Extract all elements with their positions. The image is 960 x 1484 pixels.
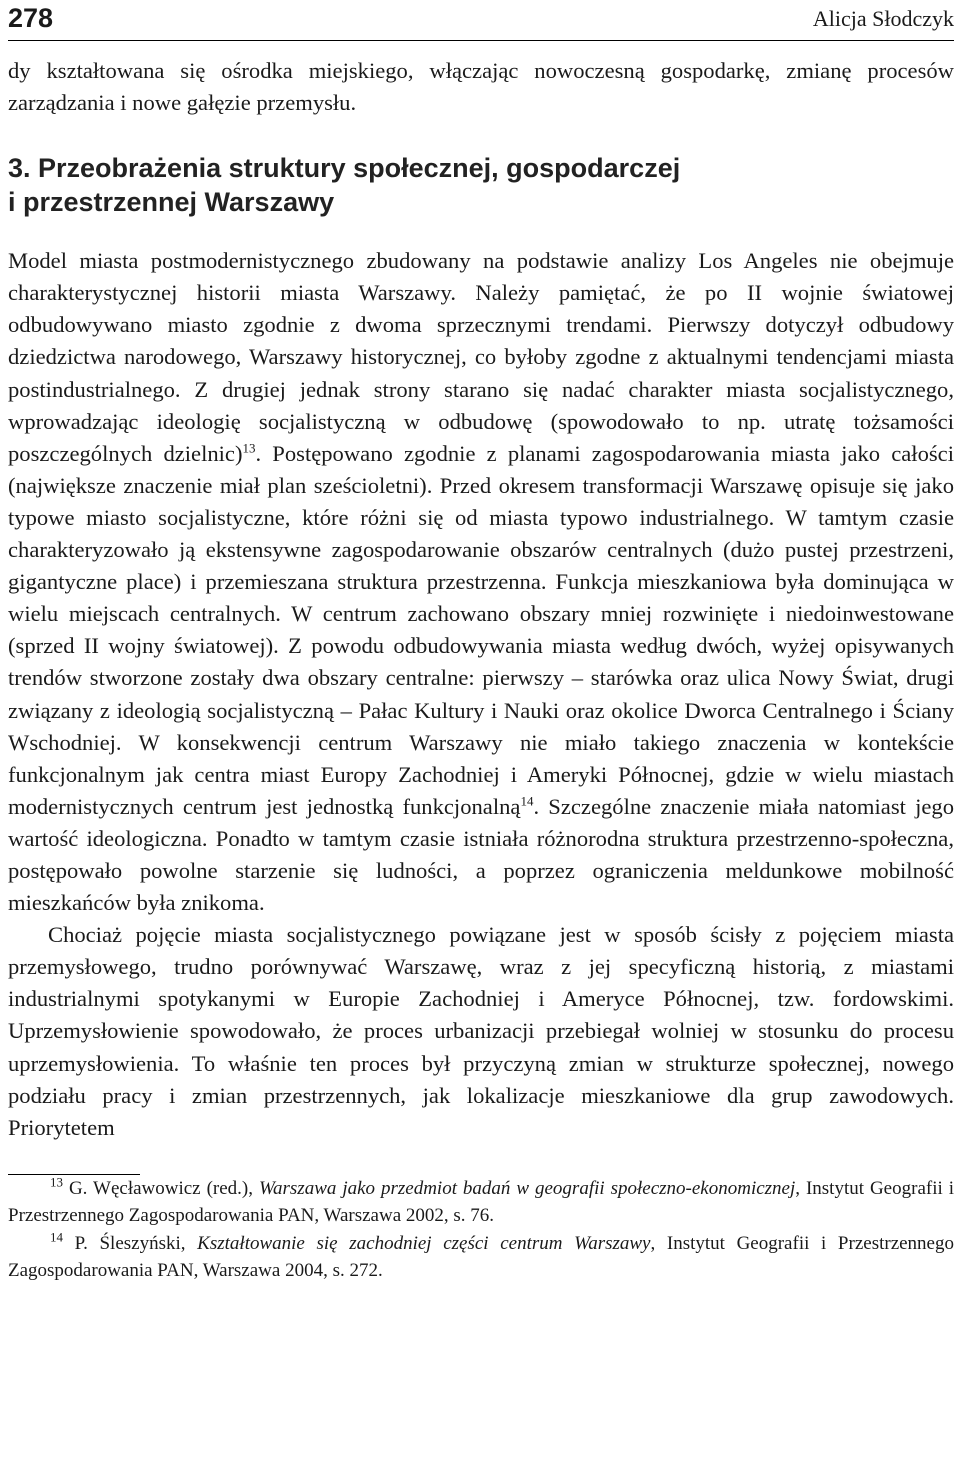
footnote-publisher: , Instytut Geografii i Przestrzennego Zagospodarowania PAN, Warszawa 2002, s. 76. xyxy=(8,1177,954,1227)
section-heading-line-2: i przestrzennej Warszawy xyxy=(8,187,335,218)
footnote-title: Kształtowanie się zachodniej części centrum Warszawy xyxy=(197,1232,651,1254)
paragraph-1-text-c: . Szczególne znaczenie miała natomiast jego wartość ideologiczna. Ponadto w tamtym czasie istniała różnorodna struktura przestrzenno-społeczna, postępowało powolne starzenie się ludności, a poprzez ograniczenia meldunkowe mobilność mieszkańców była znikoma. xyxy=(8,793,954,916)
footnote-publisher: , Instytut Geografii i Przestrzennego Zagospodarowania PAN, Warszawa 2004, s. 272. xyxy=(8,1232,954,1282)
footnote-ref-13: 13 xyxy=(242,440,256,456)
footnote-title: Warszawa jako przedmiot badań w geografii społeczno-ekonomicznej xyxy=(258,1177,796,1199)
paragraph-1-text-a: Model miasta postmodernistycznego zbudowany na podstawie analizy Los Angeles nie obejmuje charakterystycznej historii miasta Warszawy. Należy pamiętać, że po II wojnie światowej odbudowywano miasto zgodnie z dwoma sprzecznymi trendami. Pierwszy dotyczył odbudowy dziedzictwa narodowego, Warszawy historycznej, co byłoby zgodne z aktualnymi tendencjami miasta postindustrialnego. Z drugiej jednak strony starano się nadać charakter miasta socjalistycznego, wprowadzając ideologię socjalistyczną w odbudowę (spowodowało to np. utratę tożsamości poszczególnych dzielnic) xyxy=(8,248,954,466)
footnote-14 xyxy=(8,1230,954,1285)
section-heading-line-1: 3. Przeobrażenia struktury społecznej, gospodarczej xyxy=(8,153,681,184)
document-page xyxy=(8,0,954,1285)
footnote-ref-14: 14 xyxy=(520,793,534,809)
body-paragraph-2: Chociaż pojęcie miasta socjalistycznego powiązane jest w sposób ścisły z pojęciem miasta przemysłowego, trudno porównywać Warszawę, wraz z jej specyficzną historią, z miastami industrialnymi spotykanymi w Europie Zachodniej i Ameryce Północnej, tzw. fordowskimi. Uprzemysłowienie spowodowało, że proces urbanizacji przebiegał wolniej w stosunku do procesu uprzemysłowienia. To właśnie ten proces był przyczyną zmian w strukturze społecznej, nowego podziału pracy i zmian przestrzennych, jak lokalizacje mieszkaniowe dla grup zawodowych. Priorytetem xyxy=(8,922,954,1140)
section-heading xyxy=(8,151,954,219)
footnote-author: G. Węcławowicz (red.), xyxy=(63,1177,259,1199)
footnote-number: 13 xyxy=(50,1174,63,1190)
running-head-author: Alicja Słodczyk xyxy=(812,6,954,31)
page-header xyxy=(8,0,954,41)
opening-paragraph: dy kształtowana się ośrodka miejskiego, włączając nowoczesną gospodarkę, zmianę procesów zarządzania i nowe gałęzie przemysłu. xyxy=(8,58,954,116)
body-paragraph-1 xyxy=(8,245,954,919)
page-number: 278 xyxy=(8,3,54,33)
footnote-author: P. Śleszyński, xyxy=(63,1232,198,1254)
footnote-number: 14 xyxy=(50,1229,63,1245)
paragraph-1-text-b: . Postępowano zgodnie z planami zagospodarowania miasta jako całości (największe znaczenie miał plan sześcioletni). Przed okresem transformacji Warszawę opisuje się jako typowe miasto socjalistyczne, które różni się od miasta typowo industrialnego. W tamtym czasie charakteryzowało ją ekstensywne zagospodarowanie obszarów centralnych (dużo pustej przestrzeni, gigantyczne place) i przemieszana struktura przestrzenna. Funkcja mieszkaniowa była dominująca w wielu miejscach centralnych. W centrum zachowano obszary mniej rozwinięte i niedoinwestowane (sprzed II wojny światowej). Z powodu odbudowywania miasta według dwóch, wyżej opisywanych trendów stworzone zostały dwa obszary centralne: pierwszy – starówka oraz ulica Nowy Świat, drugi związany z ideologią socjalistyczną – Pałac Kultury i Nauki oraz okolice Dworca Centralnego i Ściany Wschodniej. W konsekwencji centrum Warszawy nie miało takiego znaczenia w kontekście funkcjonalnym jak centra miast Europy Zachodniej i Ameryki Północnej, gdzie w wielu miastach modernistycznych centrum jest jednostką funkcjonalną xyxy=(8,440,954,819)
footnote-13 xyxy=(8,1175,954,1230)
